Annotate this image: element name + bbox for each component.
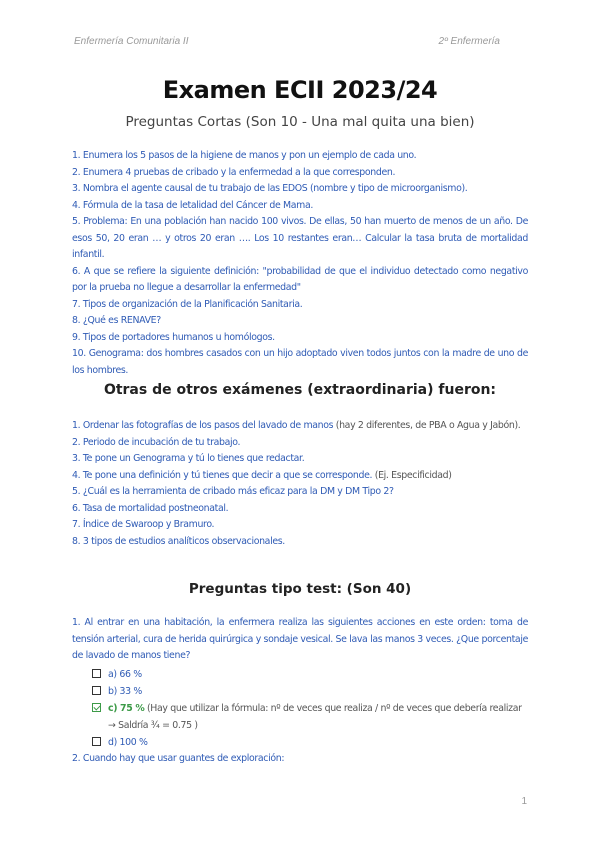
other-exams-heading: Otras de otros exámenes (extraordinaria) fueron: bbox=[103, 382, 497, 398]
short-question: 5. Problema: En una población han nacido 100 vivos. De ellas, 50 han muerto de menos de un año. De esos 50, 20 eran … y otros 20 eran …. Los 10 restantes eran… Calcular la tasa bruta de mortalidad infantil. bbox=[72, 216, 528, 260]
page-header bbox=[74, 36, 500, 47]
short-question: 10. Genograma: dos hombres casados con un hijo adoptado viven todos juntos con la madre de uno de los hombres. bbox=[72, 348, 528, 376]
test-question-1: 1. Al entrar en una habitación, la enfermera realiza las siguientes acciones en este orden: toma de tensión arterial, cura de herida quirúrgica y sondaje vesical. Se lava las manos 3 veces. ¿Que porcentaje de lavado de manos tiene? bbox=[72, 617, 528, 661]
option-d[interactable]: d) 100 % bbox=[92, 734, 528, 751]
checkbox-icon[interactable] bbox=[92, 686, 101, 695]
header-year: 2º Enfermería bbox=[438, 36, 500, 47]
checked-checkbox-icon[interactable] bbox=[92, 703, 101, 712]
short-question: 3. Nombra el agente causal de tu trabajo de las EDOS (nombre y tipo de microorganismo). bbox=[72, 183, 468, 194]
option-b[interactable]: b) 33 % bbox=[92, 683, 528, 700]
short-questions-list bbox=[72, 148, 528, 379]
other-question: 6. Tasa de mortalidad postneonatal. bbox=[72, 502, 229, 514]
short-questions-heading: Preguntas Cortas (Son 10 - Una mal quita una bien) bbox=[125, 114, 475, 130]
other-question: 5. ¿Cuál es la herramienta de cribado más eficaz para la DM y DM Tipo 2? bbox=[72, 486, 394, 497]
test-questions-heading: Preguntas tipo test: (Son 40) bbox=[188, 581, 412, 597]
other-questions-list bbox=[72, 418, 528, 550]
test-question-1-options bbox=[92, 666, 528, 751]
page-title: Examen ECII 2023/24 bbox=[162, 76, 438, 104]
other-question: 7. Índice de Swaroop y Bramuro. bbox=[72, 519, 215, 530]
short-question: 4. Fórmula de la tasa de letalidad del Cáncer de Mama. bbox=[72, 199, 313, 211]
short-question: 9. Tipos de portadores humanos u homólogos. bbox=[72, 331, 275, 343]
test-question-2: 2. Cuando hay que usar guantes de exploración: bbox=[72, 753, 285, 764]
checkbox-icon[interactable] bbox=[92, 737, 101, 746]
short-question: 2. Enumera 4 pruebas de cribado y la enfermedad a la que corresponden. bbox=[72, 166, 396, 178]
option-a[interactable]: a) 66 % bbox=[92, 666, 528, 683]
other-question: 1. Ordenar las fotografías de los pasos del lavado de manos (hay 2 diferentes, de PBA o Agua y Jabón). bbox=[72, 420, 521, 431]
other-question: 4. Te pone una definición y tú tienes que decir a que se corresponde. (Ej. Especificidad) bbox=[72, 469, 452, 481]
page-number: 1 bbox=[521, 796, 527, 807]
other-question: 3. Te pone un Genograma y tú lo tienes que redactar. bbox=[72, 453, 305, 464]
option-c[interactable]: c) 75 % (Hay que utilizar la fórmula: nº de veces que realiza / nº de veces que debería realizar → Saldría ¾ = 0.75 ) bbox=[92, 700, 528, 734]
short-question: 7. Tipos de organización de la Planificación Sanitaria. bbox=[72, 298, 303, 310]
header-course: Enfermería Comunitaria II bbox=[74, 36, 189, 47]
other-question: 2. Periodo de incubación de tu trabajo. bbox=[72, 436, 241, 448]
checkbox-icon[interactable] bbox=[92, 669, 101, 678]
short-question: 1. Enumera los 5 pasos de la higiene de manos y pon un ejemplo de cada uno. bbox=[72, 150, 417, 161]
short-question: 8. ¿Qué es RENAVE? bbox=[72, 315, 161, 326]
short-question: 6. A que se refiere la siguiente definición: "probabilidad de que el individuo detectado como negativo por la prueba no llegue a desarrollar la enfermedad" bbox=[72, 265, 528, 293]
other-question: 8. 3 tipos de estudios analíticos observacionales. bbox=[72, 535, 285, 547]
